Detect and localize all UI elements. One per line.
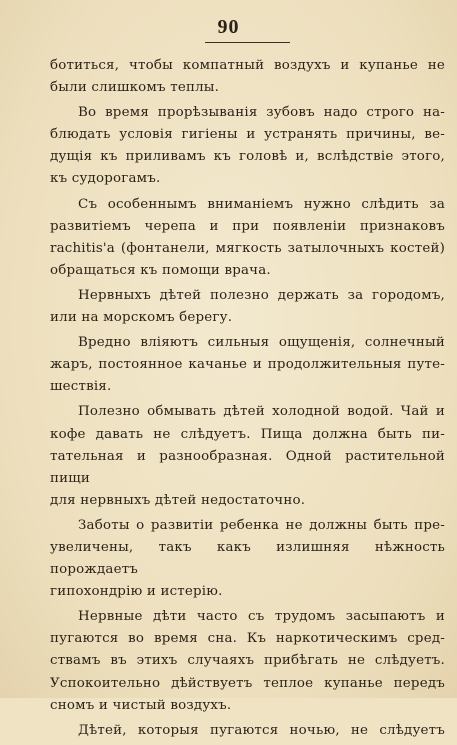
text-line: rachitis'а (фонтанели, мягкость затылочныхъ костей) — [50, 240, 445, 256]
text-line: тательная и разнообразная. Одной растительной пищи — [50, 448, 445, 486]
text-line: развитіемъ черепа и при появленіи признаковъ — [50, 218, 445, 234]
text-line: пугаются во время сна. Къ наркотическимъ сред- — [50, 631, 445, 647]
paragraph — [50, 515, 445, 603]
text-line: шествія. — [50, 379, 112, 395]
text-line: Заботы о развитіи ребенка не должны быть пре- — [78, 517, 445, 533]
header-rule — [205, 42, 290, 43]
text-line: блюдать условія гигіены и устранять причины, ве- — [50, 127, 445, 143]
text-line: Дѣтей, которыя пугаются ночью, не слѣдуетъ — [78, 722, 445, 738]
text-line: Съ особеннымъ вниманіемъ нужно слѣдить за — [78, 196, 445, 212]
text-line: кофе давать не слѣдуетъ. Пища должна быть пи- — [50, 426, 445, 442]
text-line: жаръ, постоянное качанье и продолжительныя путе- — [50, 357, 445, 373]
text-line: обращаться къ помощи врача. — [50, 262, 271, 278]
text-line: Нервныхъ дѣтей полезно держать за городомъ, — [78, 287, 445, 303]
text-line: ботиться, чтобы компатный воздухъ и купанье не — [50, 58, 445, 73]
paragraph — [50, 606, 445, 716]
text-line: Успокоительно дѣйствуетъ теплое купанье передъ — [50, 675, 445, 691]
text-line: сномъ и чистый воздухъ. — [50, 697, 232, 713]
paragraph — [50, 401, 445, 511]
paragraph — [50, 720, 445, 742]
paragraph — [50, 285, 445, 329]
paragraph — [50, 332, 445, 398]
text-line: для нервныхъ дѣтей недостаточно. — [50, 492, 306, 508]
text-line: Вредно вліяютъ сильныя ощущенія, солнечный — [78, 335, 445, 351]
text-line: къ судорогамъ. — [50, 171, 161, 187]
text-line: увеличены, такъ какъ излишняя нѣжность порождаетъ — [50, 539, 445, 578]
text-line: Нервные дѣти часто съ трудомъ засыпаютъ и — [78, 609, 445, 625]
text-line: или на морскомъ берегу. — [50, 310, 233, 326]
page-number: 90 — [217, 16, 240, 38]
text-line: гипохондрію и истерію. — [50, 584, 223, 600]
paragraph — [50, 102, 445, 190]
paragraph — [50, 55, 445, 99]
paragraph — [50, 194, 445, 282]
text-line: дущія къ приливамъ къ головѣ и, вслѣдствіе этого, — [50, 149, 445, 165]
text-line: Во время прорѣзыванія зубовъ надо строго на- — [78, 105, 445, 121]
page-body-text — [50, 55, 445, 745]
text-line: были слишкомъ теплы. — [50, 80, 220, 96]
text-line: Полезно обмывать дѣтей холодной водой. Чай и — [78, 404, 445, 420]
text-line: ствамъ въ этихъ случаяхъ прибѣгать не слѣдуетъ. — [50, 653, 445, 669]
